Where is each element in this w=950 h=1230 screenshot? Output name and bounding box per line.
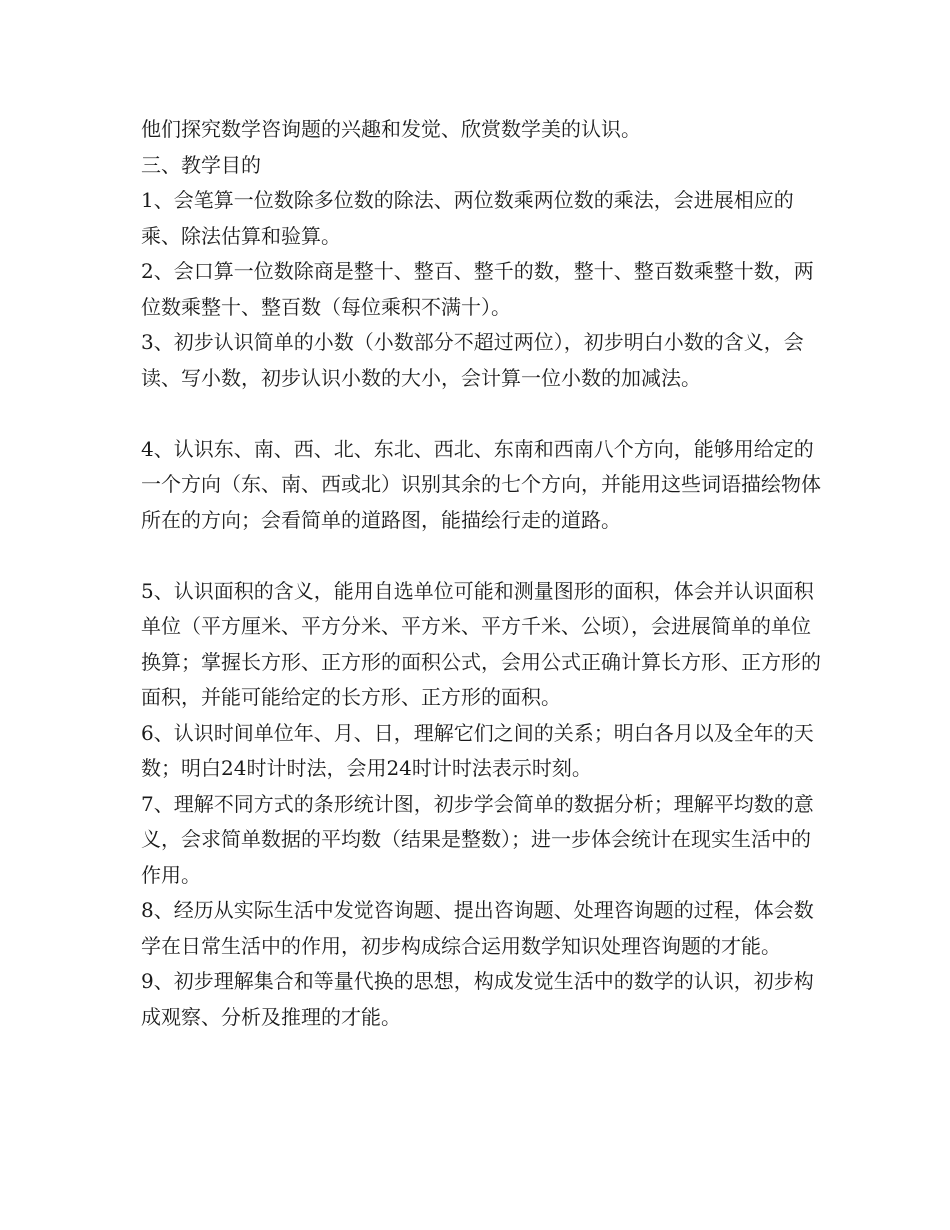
paragraph-intro: 他们探究数学咨询题的兴趣和发觉、欣赏数学美的认识。 xyxy=(141,117,641,141)
goal-item-4: 4、认识东、南、西、北、东北、西北、东南和西南八个方向，能够用给定的一个方向（东、南、西或北）识别其余的七个方向，并能用这些词语描绘物体所在的方向；会看简单的道路图，能描绘行走的道路。 xyxy=(141,436,821,532)
goal-item-7: 7、理解不同方式的条形统计图，初步学会简单的数据分析；理解平均数的意义，会求简单数据的平均数（结果是整数）；进一步体会统计在现实生活中的作用。 xyxy=(141,791,814,887)
goal-item-9: 9、初步理解集合和等量代换的思想，构成发觉生活中的数学的认识，初步构成观察、分析及推理的才能。 xyxy=(141,969,814,1029)
paragraph-spacer xyxy=(141,396,821,432)
section-heading-teaching-goals: 三、教学目的 xyxy=(141,152,261,177)
goal-item-8: 8、经历从实际生活中发觉咨询题、提出咨询题、处理咨询题的过程，体会数学在日常生活中的作用，初步构成综合运用数学知识处理咨询题的才能。 xyxy=(141,898,814,958)
goal-item-5: 5、认识面积的含义，能用自选单位可能和测量图形的面积，体会并认识面积单位（平方厘米、平方分米、平方米、平方千米、公顷），会进展简单的单位换算；掌握长方形、正方形的面积公式，会用公式正确计算长方形、正方形的面积，并能可能给定的长方形、正方形的面积。 xyxy=(141,578,821,709)
paragraph-spacer xyxy=(141,538,821,574)
document-body xyxy=(141,112,821,1035)
goal-item-3: 3、初步认识简单的小数（小数部分不超过两位），初步明白小数的含义，会读、写小数，初步认识小数的大小，会计算一位小数的加减法。 xyxy=(141,330,804,390)
goal-item-6: 6、认识时间单位年、月、日，理解它们之间的关系；明白各月以及全年的天数；明白24时计时法，会用24时计时法表示时刻。 xyxy=(141,720,814,780)
goal-item-1: 1、会笔算一位数除多位数的除法、两位数乘两位数的乘法，会进展相应的乘、除法估算和验算。 xyxy=(141,188,794,248)
goal-item-2: 2、会口算一位数除商是整十、整百、整千的数，整十、整百数乘整十数，两位数乘整十、整百数（每位乘积不满十）。 xyxy=(141,259,814,319)
